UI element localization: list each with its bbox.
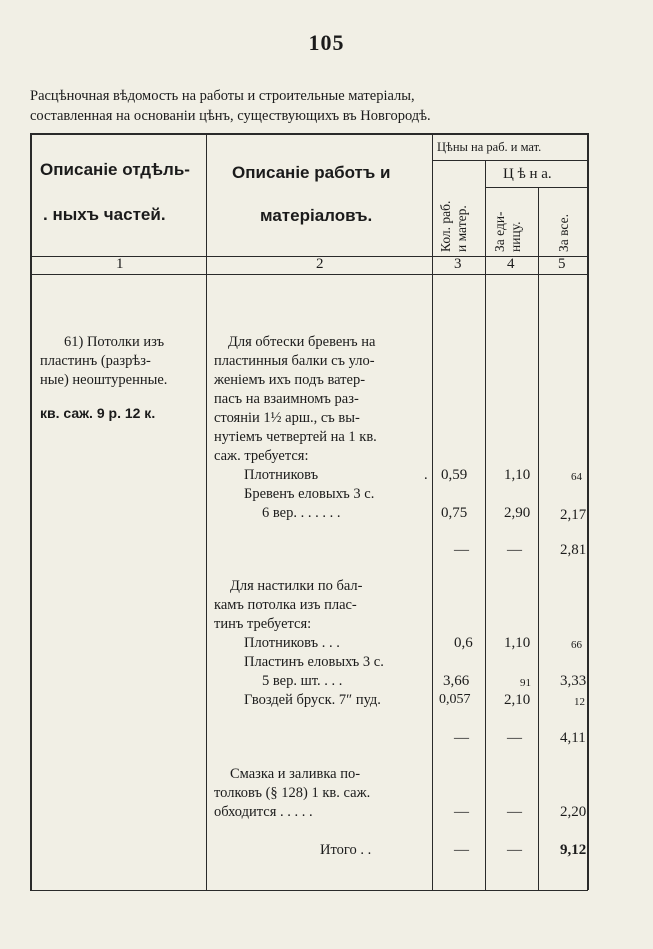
header-col1-line2: . ныхъ частей. (43, 205, 166, 224)
block1-line-1: Для обтески бревенъ на (228, 334, 376, 350)
block1-row1-dot: . (424, 467, 428, 483)
header-col4-line2: ницу. (508, 221, 523, 252)
block1-line-4: пасъ на взаимномъ раз- (214, 391, 359, 407)
block1-row1-label: Плотниковъ (244, 467, 319, 483)
heading-line-1: Расцѣночная вѣдомость на работы и строительные матеріалы, (30, 88, 415, 104)
header-bottom-rule (30, 256, 588, 257)
block2-row1-unit: 1,10 (504, 635, 531, 651)
block1-row1-unit: 1,10 (504, 467, 531, 483)
block2-line-2: камъ потолка изъ плас- (214, 597, 357, 613)
header-col4-line1: За еди- (492, 211, 507, 252)
page-number: 105 (308, 30, 345, 55)
block2-row3-qty: 0,057 (439, 692, 471, 707)
block1-line-3: женіемъ ихъ подъ ватер- (214, 372, 366, 388)
block2-row2-total: 3,33 (560, 673, 587, 689)
block1-line-6: нутіемъ четвертей на 1 кв. (214, 429, 377, 445)
block3-qty: — (454, 804, 469, 820)
col-number-1: 1 (116, 256, 124, 272)
header-col3-line2: и матер. (454, 205, 469, 252)
header-col5-label: За все. (556, 214, 571, 252)
document-heading (30, 86, 596, 126)
table-top-rule (30, 133, 588, 135)
header-col5 (556, 214, 572, 252)
block1-row1-total: 64 (571, 471, 582, 483)
block2-row1-total: 66 (571, 639, 582, 651)
block2-line-1: Для настилки по бал- (230, 578, 363, 594)
block2-row2-label-b: 5 вер. шт. . . . (262, 673, 343, 689)
block2-subtotal-unit: — (507, 730, 522, 746)
block2-subtotal-qty: — (454, 730, 469, 746)
block1-subtotal: 2,81 (560, 542, 587, 558)
block2-row2-unit: 91 (520, 677, 531, 689)
total-unit: — (507, 842, 522, 858)
number-row-bottom-rule (30, 274, 588, 275)
block1-row2-label-b: 6 вер. . . . . . . (262, 505, 341, 521)
header-col4 (492, 211, 524, 252)
col4-divider (538, 187, 539, 890)
total-qty: — (454, 842, 469, 858)
block2-row2-label-a: Пластинъ еловыхъ 3 с. (244, 654, 384, 670)
block2-row3-unit: 2,10 (504, 692, 531, 708)
right-border (587, 133, 589, 890)
heading-line-2: составленная на основаніи цѣнъ, существующихъ въ Новгородѣ. (30, 108, 431, 124)
section-title-line-2: пластинъ (разрѣз- (40, 353, 151, 369)
block2-row3-label: Гвоздей бруск. 7″ пуд. (244, 692, 381, 708)
block2-row3-total: 12 (574, 696, 585, 708)
col1-divider (206, 133, 207, 890)
block3-total: 2,20 (560, 804, 587, 820)
col-number-4: 4 (507, 256, 515, 272)
section-title-line-3: ные) неоштуренные. (40, 372, 168, 388)
group-top-rule (432, 160, 587, 161)
block1-subtotal-qty: — (454, 542, 469, 558)
block2-row1-label: Плотниковъ . . . (244, 635, 340, 651)
price-group-rule (485, 187, 587, 188)
total-value: 9,12 (560, 842, 587, 858)
section-title-line-1: 61) Потолки изъ (64, 334, 165, 350)
block1-row2-total: 2,17 (560, 507, 587, 523)
total-label: Итого . . (320, 842, 372, 858)
block1-row2-unit: 2,90 (504, 505, 531, 521)
block2-row1-qty: 0,6 (454, 635, 473, 651)
col2-divider (432, 133, 433, 890)
block1-row1-qty: 0,59 (441, 467, 468, 483)
col3-divider (485, 160, 486, 890)
header-col3-line1: Кол. раб. (438, 200, 453, 252)
block3-line-3: обходится . . . . . (214, 804, 313, 820)
block2-line-3: тинъ требуется: (214, 616, 312, 632)
header-col3 (438, 201, 470, 252)
header-col2-line1: Описаніе работъ и (232, 163, 391, 182)
block1-line-7: саж. требуется: (214, 448, 309, 464)
col-number-2: 2 (316, 256, 324, 272)
block3-line-1: Смазка и заливка по- (230, 766, 361, 782)
header-group-top: Цѣны на раб. и мат. (437, 140, 542, 154)
header-col2-line2: матеріаловъ. (260, 206, 373, 225)
table-bottom-rule (30, 890, 588, 891)
header-col1-line1: Описаніе отдѣль- (40, 160, 190, 179)
block3-unit: — (507, 804, 522, 820)
block1-line-5: стояніи 1½ арш., съ вы- (214, 410, 360, 426)
block1-row2-label-a: Бревенъ еловыхъ 3 с. (244, 486, 375, 502)
block3-line-2: толковъ (§ 128) 1 кв. саж. (214, 785, 371, 801)
section-price: кв. саж. 9 р. 12 к. (40, 405, 156, 421)
block1-line-2: пластинныя балки съ уло- (214, 353, 375, 369)
block2-row2-qty: 3,66 (443, 673, 470, 689)
block1-row2-qty: 0,75 (441, 505, 468, 521)
col-number-5: 5 (558, 256, 566, 272)
header-price-group: Ц ѣ н а. (503, 166, 552, 182)
left-border (30, 133, 32, 890)
col-number-3: 3 (454, 256, 462, 272)
block1-subtotal-unit: — (507, 542, 522, 558)
block2-subtotal: 4,11 (560, 730, 586, 746)
